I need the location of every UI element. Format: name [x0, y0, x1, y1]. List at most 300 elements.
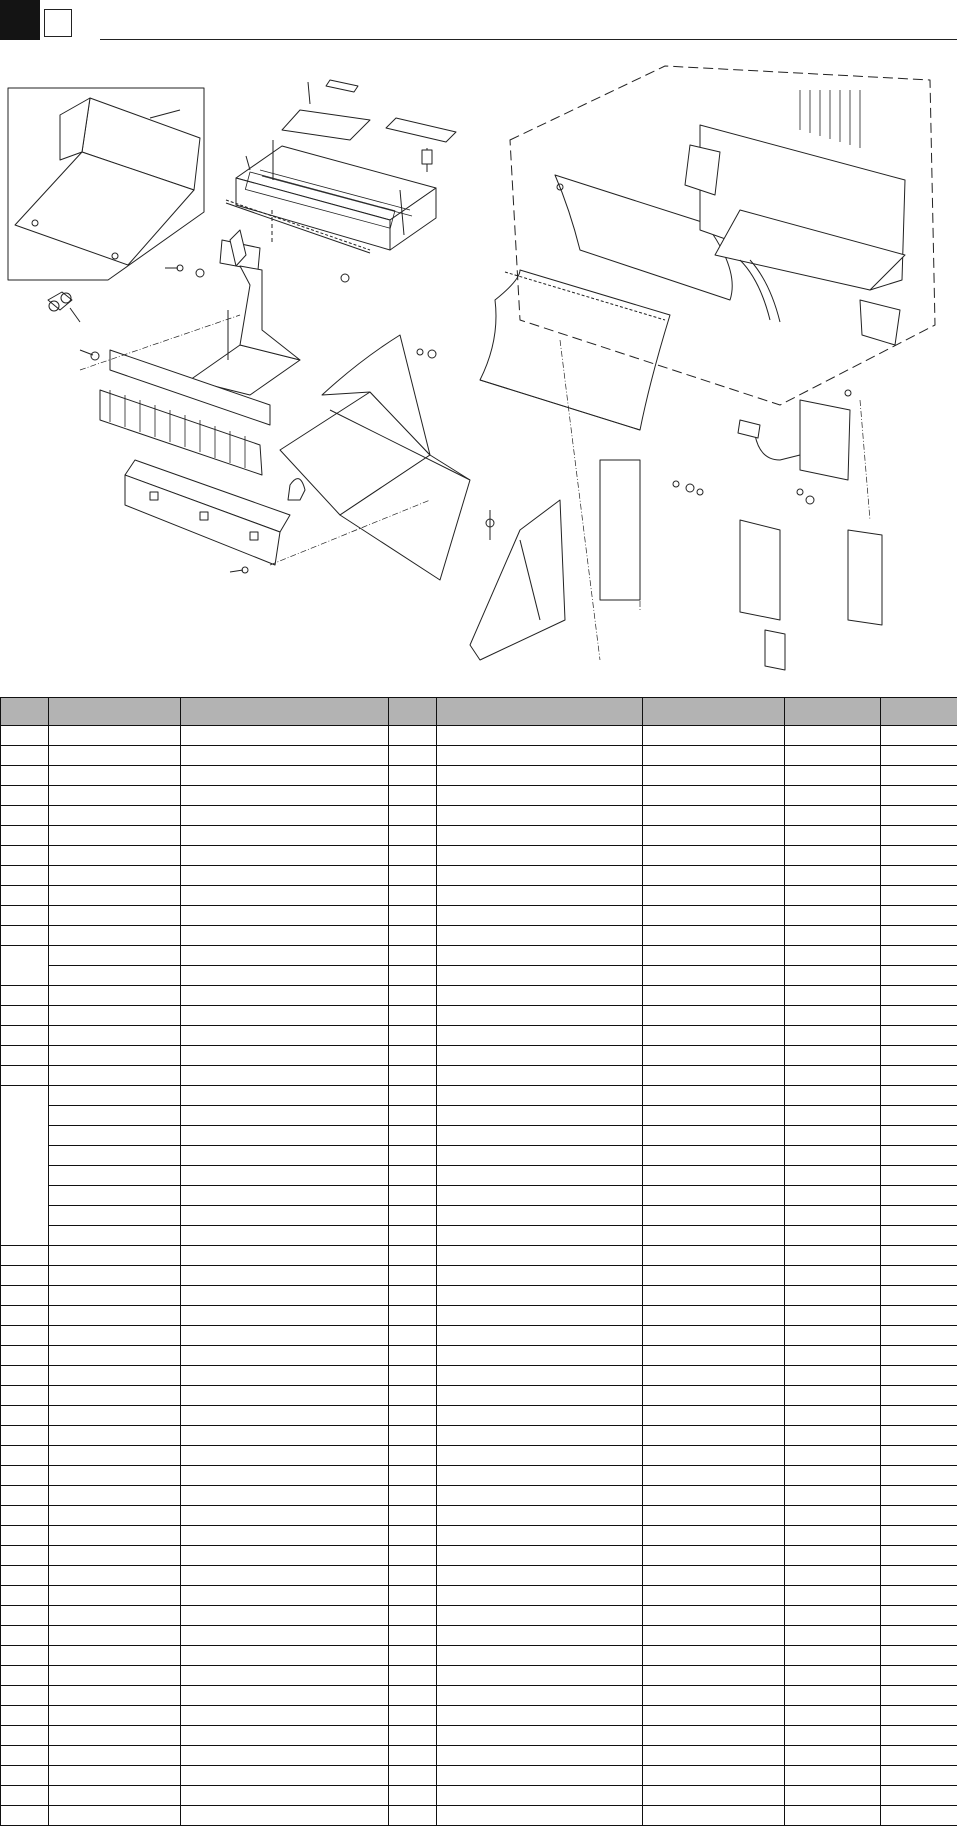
table-cell [49, 1766, 181, 1786]
table-cell [785, 1466, 881, 1486]
table-cell [437, 1386, 643, 1406]
table-cell [1, 1726, 49, 1746]
table-row [1, 1306, 957, 1326]
table-cell [437, 1626, 643, 1646]
table-cell [181, 1126, 389, 1146]
table-row [1, 1786, 957, 1806]
table-cell [1, 1026, 49, 1046]
table-cell [643, 1186, 785, 1206]
table-cell [785, 1406, 881, 1426]
table-cell [389, 926, 437, 946]
table-cell [785, 1666, 881, 1686]
table-cell [389, 1626, 437, 1646]
table-cell [181, 1666, 389, 1686]
col-header [49, 698, 181, 726]
table-cell [1, 1406, 49, 1426]
table-cell [49, 1406, 181, 1426]
table-cell [49, 1726, 181, 1746]
table-cell [1, 1006, 49, 1026]
table-cell [49, 1206, 181, 1226]
table-cell [1, 1266, 49, 1286]
table-row [1, 1666, 957, 1686]
table-row [1, 726, 957, 746]
table-cell [643, 1626, 785, 1646]
table-cell [389, 766, 437, 786]
table-cell [437, 1166, 643, 1186]
table-cell [643, 926, 785, 946]
table-cell [1, 1766, 49, 1786]
table-cell [881, 1506, 957, 1526]
table-cell [49, 1446, 181, 1466]
table-cell [643, 1126, 785, 1146]
table-cell [181, 726, 389, 746]
table-cell [389, 1106, 437, 1126]
table-cell [881, 1586, 957, 1606]
table-cell [437, 1186, 643, 1206]
parts-table [0, 697, 957, 1826]
table-cell [389, 1086, 437, 1106]
table-cell [881, 1006, 957, 1026]
table-cell [785, 926, 881, 946]
table-cell [49, 1386, 181, 1406]
table-cell [181, 1406, 389, 1426]
parts-table-body [1, 726, 957, 1826]
table-cell [437, 866, 643, 886]
table-cell [881, 1346, 957, 1366]
table-row [1, 1746, 957, 1766]
table-cell [389, 1806, 437, 1826]
table-cell [181, 1566, 389, 1586]
table-cell [881, 766, 957, 786]
table-cell [785, 1486, 881, 1506]
table-cell [49, 1366, 181, 1386]
table-row [1, 1206, 957, 1226]
table-cell [643, 1586, 785, 1606]
table-cell [785, 966, 881, 986]
table-cell [1, 1086, 49, 1246]
table-cell [181, 866, 389, 886]
table-row [1, 986, 957, 1006]
table-cell [181, 1806, 389, 1826]
table-cell [643, 1806, 785, 1826]
table-cell [1, 1246, 49, 1266]
table-cell [881, 1766, 957, 1786]
table-cell [881, 1046, 957, 1066]
table-cell [49, 746, 181, 766]
table-cell [49, 1266, 181, 1286]
table-cell [1, 1526, 49, 1546]
table-cell [437, 1406, 643, 1426]
table-cell [1, 886, 49, 906]
table-cell [389, 1706, 437, 1726]
table-cell [437, 766, 643, 786]
table-cell [1, 1646, 49, 1666]
table-cell [785, 1266, 881, 1286]
table-cell [389, 1226, 437, 1246]
fitting-part [48, 292, 80, 322]
table-cell [785, 1366, 881, 1386]
table-cell [49, 1786, 181, 1806]
table-cell [181, 1726, 389, 1746]
table-cell [389, 1526, 437, 1546]
table-cell [389, 946, 437, 966]
table-cell [437, 1446, 643, 1466]
table-cell [389, 1066, 437, 1086]
table-cell [785, 866, 881, 886]
table-cell [389, 886, 437, 906]
table-cell [785, 1686, 881, 1706]
table-cell [785, 1626, 881, 1646]
table-row [1, 1226, 957, 1246]
table-cell [389, 866, 437, 886]
table-cell [785, 1146, 881, 1166]
table-cell [181, 1646, 389, 1666]
page-index-box [44, 9, 72, 37]
table-cell [49, 1326, 181, 1346]
table-cell [785, 1126, 881, 1146]
table-cell [181, 1486, 389, 1506]
table-cell [181, 1206, 389, 1226]
table-cell [389, 726, 437, 746]
table-row [1, 926, 957, 946]
table-cell [881, 786, 957, 806]
table-cell [1, 1706, 49, 1726]
table-cell [881, 806, 957, 826]
table-cell [643, 1106, 785, 1126]
table-row [1, 1266, 957, 1286]
table-row [1, 1166, 957, 1186]
table-cell [49, 1666, 181, 1686]
table-cell [785, 1586, 881, 1606]
table-row [1, 1426, 957, 1446]
table-cell [1, 866, 49, 886]
table-cell [49, 1526, 181, 1546]
table-cell [437, 1566, 643, 1586]
table-cell [785, 1546, 881, 1566]
table-cell [881, 1386, 957, 1406]
table-cell [389, 1206, 437, 1226]
table-row [1, 966, 957, 986]
table-cell [643, 1346, 785, 1366]
table-cell [643, 1566, 785, 1586]
table-cell [49, 1066, 181, 1086]
table-cell [785, 1306, 881, 1326]
table-cell [181, 1186, 389, 1206]
table-cell [643, 1306, 785, 1326]
table-cell [1, 746, 49, 766]
table-cell [49, 1026, 181, 1046]
table-cell [785, 1006, 881, 1026]
table-cell [881, 746, 957, 766]
table-row [1, 1526, 957, 1546]
table-cell [881, 1086, 957, 1106]
table-cell [785, 786, 881, 806]
table-cell [437, 926, 643, 946]
table-cell [181, 1466, 389, 1486]
table-cell [643, 786, 785, 806]
table-row [1, 1506, 957, 1526]
table-cell [1, 726, 49, 746]
table-cell [785, 1206, 881, 1226]
table-cell [881, 1546, 957, 1566]
table-cell [785, 946, 881, 966]
table-cell [643, 846, 785, 866]
table-cell [643, 1506, 785, 1526]
table-cell [437, 1226, 643, 1246]
table-row [1, 1806, 957, 1826]
table-cell [643, 1006, 785, 1026]
table-cell [1, 1386, 49, 1406]
table-cell [643, 1146, 785, 1166]
table-cell [1, 906, 49, 926]
table-cell [389, 1126, 437, 1146]
col-header [181, 698, 389, 726]
table-row [1, 1726, 957, 1746]
table-cell [785, 1166, 881, 1186]
circuit-board [738, 400, 850, 480]
table-cell [1, 1466, 49, 1486]
table-cell [1, 1426, 49, 1446]
table-cell [881, 986, 957, 1006]
table-cell [389, 1426, 437, 1446]
table-row [1, 1386, 957, 1406]
table-cell [437, 1546, 643, 1566]
table-cell [785, 1106, 881, 1126]
table-cell [785, 1086, 881, 1106]
table-cell [49, 946, 181, 966]
table-cell [785, 746, 881, 766]
cable-clamp [288, 479, 305, 500]
table-cell [389, 1006, 437, 1026]
table-cell [181, 1106, 389, 1126]
table-cell [881, 886, 957, 906]
table-cell [1, 1586, 49, 1606]
table-row [1, 1686, 957, 1706]
table-cell [785, 1446, 881, 1466]
table-cell [643, 1326, 785, 1346]
table-cell [49, 1606, 181, 1626]
table-cell [181, 1446, 389, 1466]
table-cell [389, 966, 437, 986]
table-cell [881, 1486, 957, 1506]
table-cell [881, 1286, 957, 1306]
table-cell [49, 1746, 181, 1766]
table-cell [49, 1166, 181, 1186]
table-cell [181, 746, 389, 766]
table-cell [643, 946, 785, 966]
front-cover [125, 460, 290, 565]
col-header [643, 698, 785, 726]
table-cell [1, 1746, 49, 1766]
table-cell [437, 1026, 643, 1046]
table-cell [49, 966, 181, 986]
table-cell [49, 1646, 181, 1666]
table-row [1, 1406, 957, 1426]
table-cell [49, 1286, 181, 1306]
table-cell [389, 1766, 437, 1786]
table-cell [437, 1206, 643, 1226]
table-cell [389, 1726, 437, 1746]
table-cell [785, 806, 881, 826]
table-cell [643, 1746, 785, 1766]
table-cell [389, 1346, 437, 1366]
table-cell [49, 906, 181, 926]
table-cell [181, 906, 389, 926]
table-cell [181, 1786, 389, 1806]
board-plate [740, 520, 882, 670]
table-row [1, 786, 957, 806]
table-cell [643, 1546, 785, 1566]
table-cell [389, 746, 437, 766]
table-cell [643, 1026, 785, 1046]
terminal-block [226, 146, 436, 253]
table-cell [49, 1506, 181, 1526]
table-cell [49, 806, 181, 826]
table-cell [785, 1786, 881, 1806]
table-cell [881, 1306, 957, 1326]
table-cell [1, 1626, 49, 1646]
table-cell [1, 926, 49, 946]
table-cell [181, 1006, 389, 1026]
table-cell [1, 1806, 49, 1826]
table-cell [437, 1246, 643, 1266]
table-cell [881, 1326, 957, 1346]
table-cell [437, 1266, 643, 1286]
table-cell [181, 1166, 389, 1186]
table-cell [785, 1286, 881, 1306]
table-cell [181, 1246, 389, 1266]
table-cell [389, 1406, 437, 1426]
table-cell [181, 1766, 389, 1786]
table-cell [181, 1606, 389, 1626]
table-cell [1, 786, 49, 806]
table-cell [881, 906, 957, 926]
table-cell [437, 946, 643, 966]
table-cell [643, 1046, 785, 1066]
table-cell [181, 1326, 389, 1346]
table-cell [437, 1046, 643, 1066]
table-row [1, 866, 957, 886]
table-row [1, 906, 957, 926]
table-cell [643, 1246, 785, 1266]
table-cell [49, 986, 181, 1006]
table-cell [437, 1746, 643, 1766]
table-cell [1, 1566, 49, 1586]
table-cell [785, 1726, 881, 1746]
table-cell [389, 1266, 437, 1286]
table-cell [49, 726, 181, 746]
table-cell [1, 1326, 49, 1346]
table-cell [881, 1106, 957, 1126]
table-cell [181, 1426, 389, 1446]
table-cell [785, 1706, 881, 1726]
table-cell [1, 946, 49, 986]
table-cell [389, 1666, 437, 1686]
table-cell [643, 1386, 785, 1406]
table-cell [181, 1066, 389, 1086]
table-cell [389, 1246, 437, 1266]
table-cell [881, 1246, 957, 1266]
table-cell [1, 1446, 49, 1466]
table-cell [181, 1686, 389, 1706]
table-cell [1, 1506, 49, 1526]
center-channel [280, 335, 470, 580]
table-cell [785, 1506, 881, 1526]
table-cell [389, 806, 437, 826]
table-cell [785, 1646, 881, 1666]
table-cell [49, 1306, 181, 1326]
table-cell [437, 1606, 643, 1626]
table-cell [49, 1566, 181, 1586]
table-cell [181, 1226, 389, 1246]
table-row [1, 1246, 957, 1266]
table-cell [389, 846, 437, 866]
table-cell [49, 1586, 181, 1606]
table-cell [881, 826, 957, 846]
table-cell [49, 886, 181, 906]
table-row [1, 1066, 957, 1086]
table-cell [181, 1706, 389, 1726]
table-cell [389, 1386, 437, 1406]
section-marker [0, 0, 40, 40]
table-cell [881, 1566, 957, 1586]
table-cell [643, 1166, 785, 1186]
table-cell [881, 1186, 957, 1206]
table-cell [785, 1326, 881, 1346]
table-cell [437, 726, 643, 746]
table-cell [389, 826, 437, 846]
table-cell [49, 1486, 181, 1506]
table-cell [437, 906, 643, 926]
table-cell [643, 1726, 785, 1746]
table-cell [881, 1226, 957, 1246]
table-cell [785, 846, 881, 866]
table-cell [389, 1466, 437, 1486]
table-row [1, 946, 957, 966]
table-cell [881, 1786, 957, 1806]
table-row [1, 1586, 957, 1606]
table-cell [49, 766, 181, 786]
table-cell [1, 986, 49, 1006]
table-cell [1, 1286, 49, 1306]
table-cell [49, 846, 181, 866]
table-cell [389, 786, 437, 806]
table-cell [389, 1306, 437, 1326]
table-cell [881, 1746, 957, 1766]
table-cell [437, 1786, 643, 1806]
table-cell [389, 906, 437, 926]
table-cell [643, 1366, 785, 1386]
table-cell [785, 1806, 881, 1826]
table-cell [785, 1566, 881, 1586]
table-cell [389, 1286, 437, 1306]
col-header [1, 698, 49, 726]
table-cell [437, 1086, 643, 1106]
table-row [1, 1106, 957, 1126]
table-cell [881, 1406, 957, 1426]
table-cell [49, 1006, 181, 1026]
table-cell [49, 926, 181, 946]
table-cell [437, 1346, 643, 1366]
table-cell [181, 886, 389, 906]
table-cell [881, 1646, 957, 1666]
table-cell [1, 1346, 49, 1366]
table-cell [437, 1466, 643, 1486]
table-cell [785, 766, 881, 786]
table-cell [181, 1146, 389, 1166]
table-row [1, 1606, 957, 1626]
table-cell [437, 1666, 643, 1686]
